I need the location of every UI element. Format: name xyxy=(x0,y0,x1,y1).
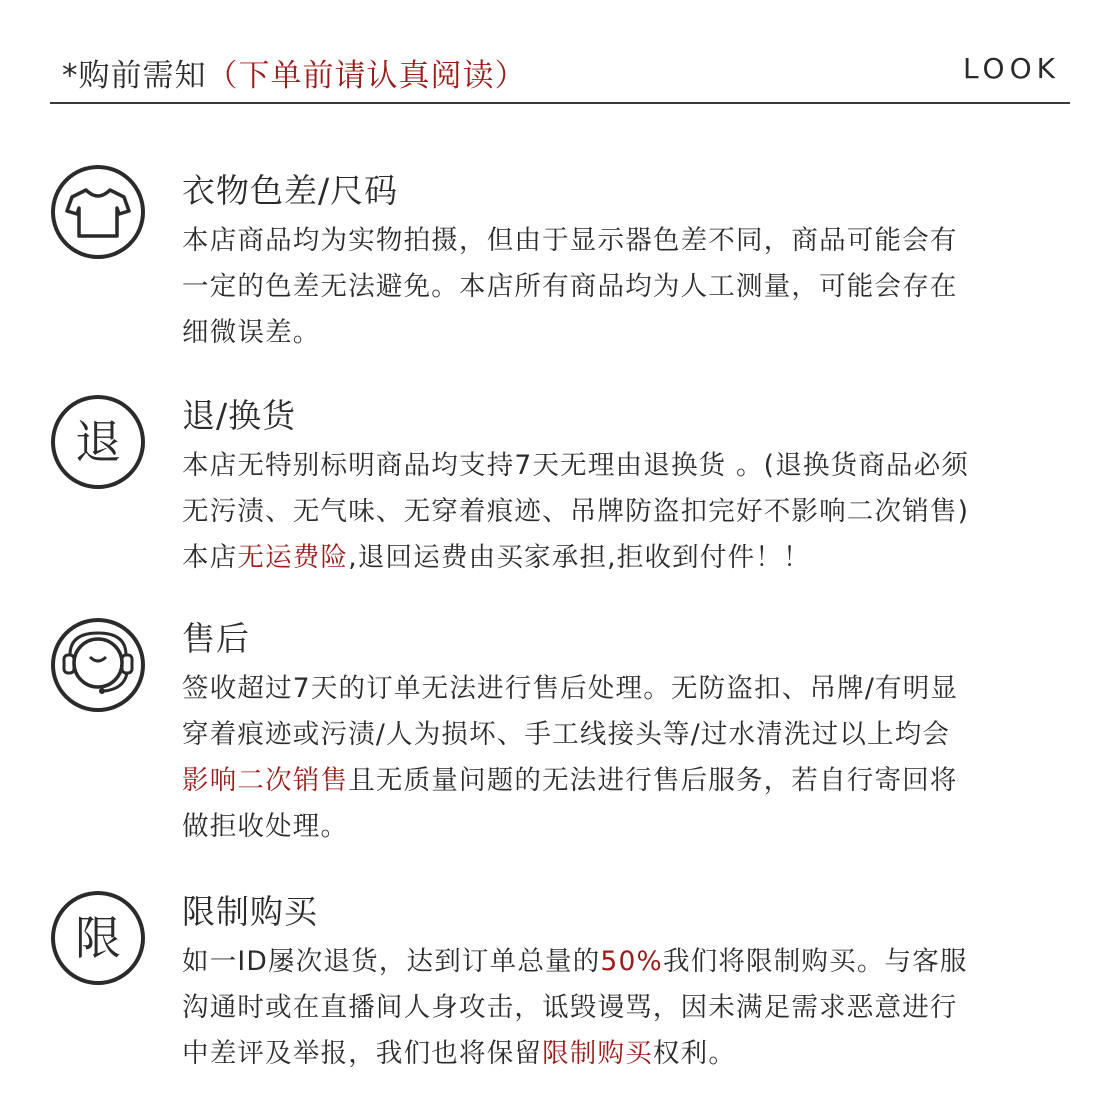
look-label: LOOK xyxy=(962,52,1060,85)
limit-glyph: 限 xyxy=(75,911,121,965)
body-text: 我们将限制购买。与客服 沟通时或在直播间人身攻击，诋毁谩骂，因未满足需求恶意进行 中差评及举报，我们也将保留 xyxy=(182,946,968,1069)
section-title: 退/换货 xyxy=(182,396,297,435)
section-title: 衣物色差/尺码 xyxy=(182,171,399,210)
section-title: 限制购买 xyxy=(182,892,318,931)
tshirt-icon xyxy=(50,164,146,260)
return-glyph: 退 xyxy=(75,415,121,469)
section-body xyxy=(182,666,1072,850)
body-highlight: 限制购买 xyxy=(542,1038,653,1069)
section-title: 售后 xyxy=(182,619,250,658)
body-text: ,退回运费由买家承担,拒收到付件！！ xyxy=(348,542,811,573)
body-highlight: 无运费险 xyxy=(237,542,349,573)
title-note: （下单前请认真阅读） xyxy=(206,58,527,94)
body-text: 本店无特别标明商品均支持7天无理由退换货 。(退换货商品必须 无污渍、无气味、无穿着痕迹、吊牌防盗扣完好不影响二次销售) 本店 xyxy=(182,450,970,573)
header-divider xyxy=(50,102,1070,104)
body-text: 且无质量问题的无法进行售后服务，若自行寄回将 做拒收处理。 xyxy=(182,765,958,842)
body-text: 如一ID屡次退货，达到订单总量的 xyxy=(182,946,601,977)
body-highlight: 影响二次销售 xyxy=(182,765,349,796)
customer-service-headset-icon xyxy=(50,617,146,713)
return-glyph-icon xyxy=(50,394,146,490)
page-title xyxy=(62,50,527,95)
body-highlight: 50% xyxy=(600,946,663,977)
section-body xyxy=(182,939,1072,1077)
limit-glyph-icon xyxy=(50,890,146,986)
body-text: 签收超过7天的订单无法进行售后处理。无防盗扣、吊牌/有明显 穿着痕迹或污渍/人为损坏、手工线接头等/过水清洗过以上均会 xyxy=(182,673,959,750)
body-text: 权利。 xyxy=(652,1038,737,1069)
section-body xyxy=(182,443,1072,581)
section-body: 本店商品均为实物拍摄，但由于显示器色差不同，商品可能会有 一定的色差无法避免。本店所有商品均为人工测量，可能会存在 细微误差。 xyxy=(182,225,958,348)
title-prefix: *购前需知 xyxy=(62,58,207,94)
page-header xyxy=(50,44,1070,104)
